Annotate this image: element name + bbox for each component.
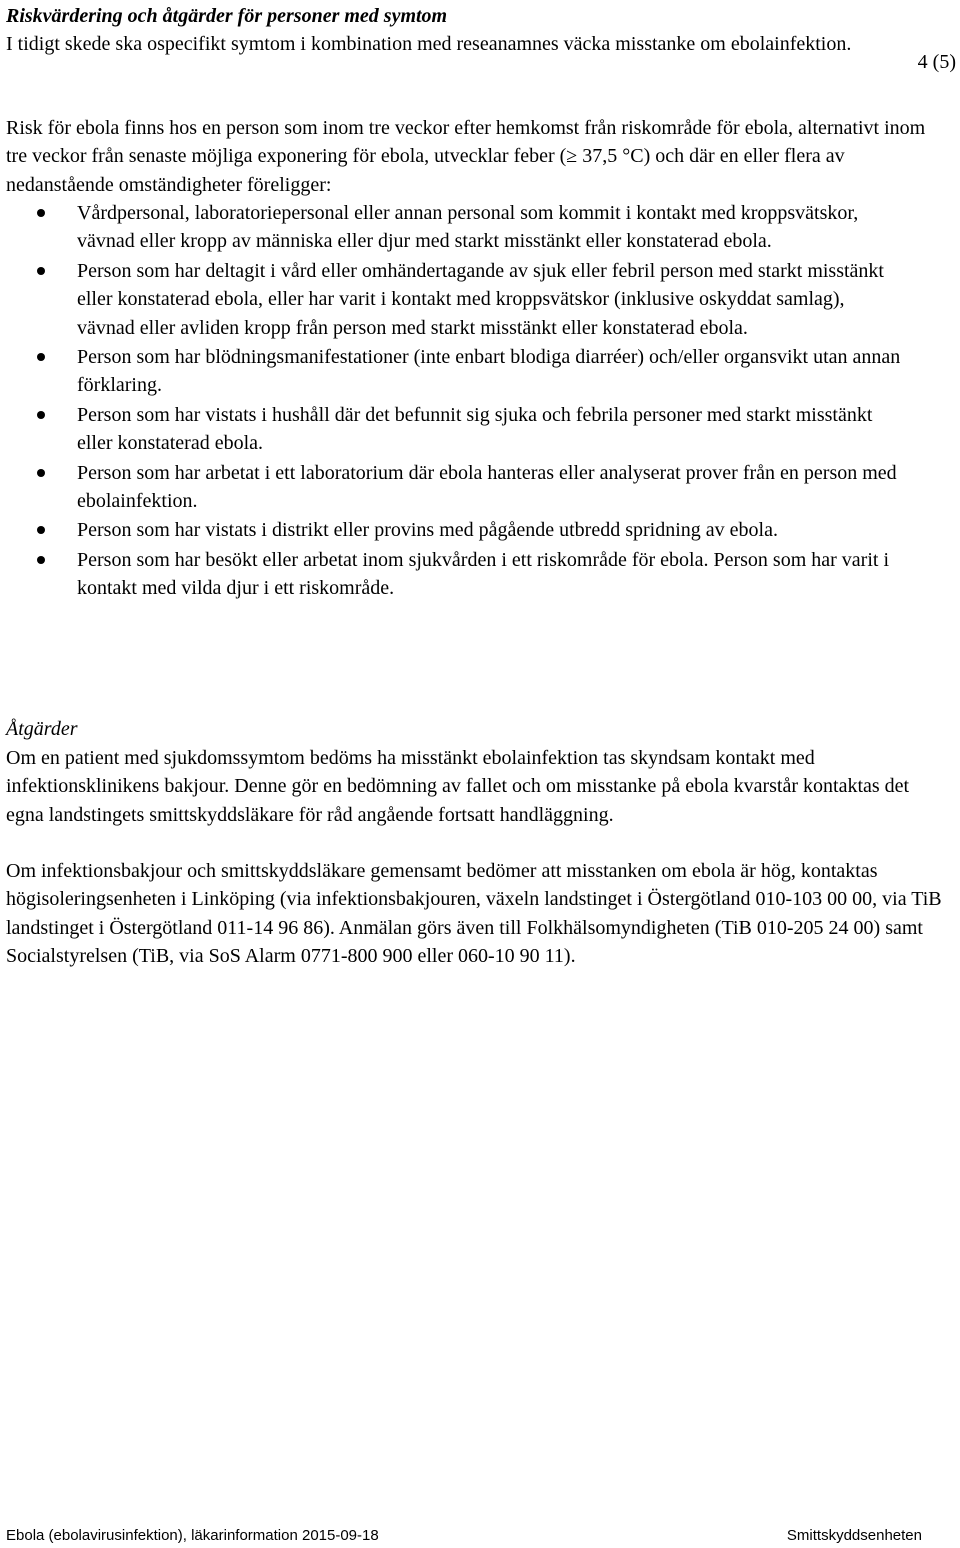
list-item: [0, 199, 907, 256]
actions-paragraph: Om en patient med sjukdomssymtom bedöms ha misstänkt ebolainfektion tas skyndsam kontakt med infektionsklinikens bakjour. Denne gör en bedömning av fallet och om misstanke på ebola kvarstår kontaktas det egna landstingets smittskyddsläkare för råd angående fortsatt handläggning.: [6, 747, 910, 826]
bullet-icon: [37, 267, 45, 275]
list-item: [0, 343, 907, 400]
list-item-text: Vårdpersonal, laboratoriepersonal eller annan personal som kommit i kontakt med kroppsvätskor, vävnad eller kropp av människa eller djur med starkt misstänkt eller konstaterad ebola.: [77, 202, 859, 253]
footer-department: Smittskyddsenheten: [786, 1527, 922, 1544]
list-item-text: Person som har blödningsmanifestationer (inte enbart blodiga diarréer) och/eller organsvikt utan annan förklaring.: [77, 346, 901, 397]
intro-paragraph: I tidigt skede ska ospecifikt symtom i kombination med reseanamnes väcka misstanke om ebolainfektion.: [6, 33, 852, 55]
risk-criteria-list: [0, 199, 960, 604]
footer-document-info: Ebola (ebolavirusinfektion), läkarinformation 2015-09-18: [6, 1527, 379, 1544]
list-item-text: Person som har deltagit i vård eller omhändertagande av sjuk eller febril person med starkt misstänkt eller konstaterad ebola, eller har varit i kontakt med kroppsvätskor (inklusive oskyddat samlag), vävnad eller avliden kropp från person med starkt misstänkt eller konstaterad ebola.: [77, 259, 884, 339]
bullet-icon: [37, 353, 45, 361]
risk-paragraph: Risk för ebola finns hos en person som inom tre veckor efter hemkomst från riskområde för ebola, alternativt inom tre veckor från senaste möjliga exponering för ebola, utvecklar feber (≥ 37,5 °C) och där en eller flera av nedanstående omständigheter föreligger:: [6, 117, 926, 196]
actions-paragraph: Om infektionsbakjour och smittskyddsläkare gemensamt bedömer att misstanken om ebola är hög, kontaktas högisoleringsenheten i Linköping (via infektionsbakjouren, växeln landstinget i Östergötland 010-103 00 00, via TiB landstinget i Östergötland 011-14 96 86). Anmälan görs även till Folkhälsomyndigheten (TiB 010-205 24 00) samt Socialstyrelsen (TiB, via SoS Alarm 0771-800 900 eller 060-10 90 11).: [6, 860, 942, 968]
page-number: 4 (5): [917, 51, 956, 73]
list-item: [0, 516, 907, 544]
list-item: [0, 546, 907, 603]
section-heading: Riskvärdering och åtgärder för personer med symtom: [6, 5, 448, 27]
bullet-icon: [37, 469, 45, 477]
list-item-text: Person som har arbetat i ett laboratorium där ebola hanteras eller analyserat prover från en person med ebolainfektion.: [77, 461, 897, 513]
actions-heading: Åtgärder: [6, 718, 78, 740]
list-item-text: Person som har vistats i hushåll där det befunnit sig sjuka och febrila personer med starkt misstänkt eller konstaterad ebola.: [77, 403, 873, 455]
list-item: [0, 401, 907, 458]
bullet-icon: [37, 209, 45, 217]
bullet-icon: [37, 556, 45, 564]
list-item-text: Person som har vistats i distrikt eller provins med pågående utbredd spridning av ebola.: [77, 519, 778, 542]
list-item: [0, 459, 907, 516]
bullet-icon: [37, 411, 45, 419]
list-item-text: Person som har besökt eller arbetat inom sjukvården i ett riskområde för ebola. Person som har varit i kontakt med vilda djur i ett riskområde.: [77, 548, 890, 600]
bullet-icon: [37, 526, 45, 534]
list-item: [0, 257, 907, 342]
